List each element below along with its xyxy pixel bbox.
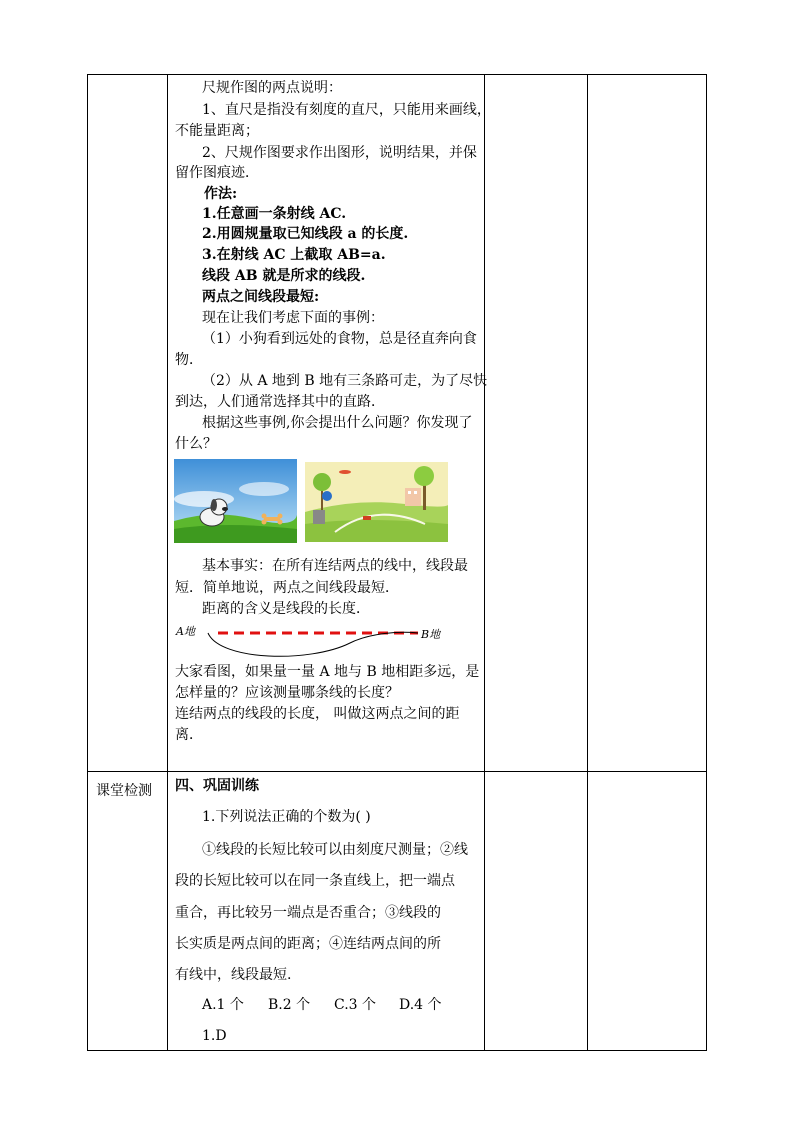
column-divider-3	[587, 74, 588, 1051]
table-bottom-border	[87, 1050, 707, 1051]
dog-illustration	[174, 459, 297, 543]
text-line: 大家看图，如果量一量 A 地与 B 地相距多远，是	[175, 664, 480, 680]
text-line: 现在让我们考虑下面的事例：	[202, 310, 384, 326]
option-a: A.1 个	[202, 997, 244, 1013]
table-right-border	[706, 74, 707, 1051]
question-body: 有线中，线段最短.	[175, 967, 292, 983]
table-left-border	[87, 74, 88, 1051]
text-line: 短．简单地说，两点之间线段最短．	[175, 580, 399, 596]
method-heading: 作法:	[204, 186, 238, 202]
text-line: 根据这些事例,你会提出什么问题？你发现了	[202, 415, 473, 431]
question-body: ①线段的长短比较可以由刻度尺测量；②线	[202, 842, 468, 858]
text-line: 距离的含义是线段的长度．	[202, 601, 370, 617]
text-line: 怎样量的？应该测量哪条线的长度？	[175, 685, 399, 701]
distance-diagram	[200, 625, 430, 665]
label-b: B地	[421, 628, 441, 641]
text-line: 不能量距离；	[175, 123, 259, 139]
table-top-border	[87, 74, 707, 75]
question-body: 长实质是两点间的距离；④连结两点间的所	[175, 936, 441, 952]
step-1: 1.任意画一条射线 AC.	[202, 206, 347, 222]
question-body: 重合，再比较另一端点是否重合；③线段的	[175, 905, 441, 921]
result-line: 线段 AB 就是所求的线段.	[202, 268, 366, 284]
section-heading: 四、巩固训练	[175, 778, 259, 794]
text-line: 1、直尺是指没有刻度的直尺，只能用来画线，	[202, 102, 491, 118]
text-line: 连结两点的线段的长度， 叫做这两点之间的距	[175, 706, 460, 722]
option-d: D.4 个	[399, 997, 442, 1013]
row-divider	[87, 771, 707, 772]
answer-text: 1.D	[202, 1028, 227, 1044]
fact-heading: 两点之间线段最短:	[202, 289, 320, 305]
text-line: （2）从 A 地到 B 地有三条路可走，为了尽快	[202, 373, 488, 389]
text-line: 2、尺规作图要求作出图形，说明结果，并保	[202, 145, 477, 161]
column-divider-2	[484, 74, 485, 1051]
label-a: A地	[176, 625, 195, 638]
option-c: C.3 个	[334, 997, 377, 1013]
question-text: 1.下列说法正确的个数为( )	[202, 809, 371, 825]
text-line: 物．	[175, 352, 203, 368]
text-line: （1）小狗看到远处的食物，总是径直奔向食	[202, 331, 477, 347]
column-divider-1	[167, 74, 168, 1051]
text-line: 留作图痕迹．	[175, 165, 259, 181]
text-line: 尺规作图的两点说明：	[202, 80, 342, 96]
park-illustration	[305, 462, 448, 542]
text-line: 到达，人们通常选择其中的直路．	[175, 394, 385, 410]
step-3: 3.在射线 AC 上截取 AB=a.	[202, 247, 386, 263]
option-b: B.2 个	[268, 997, 311, 1013]
question-body: 段的长短比较可以在同一条直线上，把一端点	[175, 873, 455, 889]
text-line: 基本事实：在所有连结两点的线中，线段最	[202, 558, 468, 574]
text-line: 离．	[175, 727, 203, 743]
text-line: 什么？	[175, 436, 217, 452]
step-2: 2.用圆规量取已知线段 a 的长度.	[202, 226, 409, 242]
row-label: 课堂检测	[96, 783, 152, 799]
